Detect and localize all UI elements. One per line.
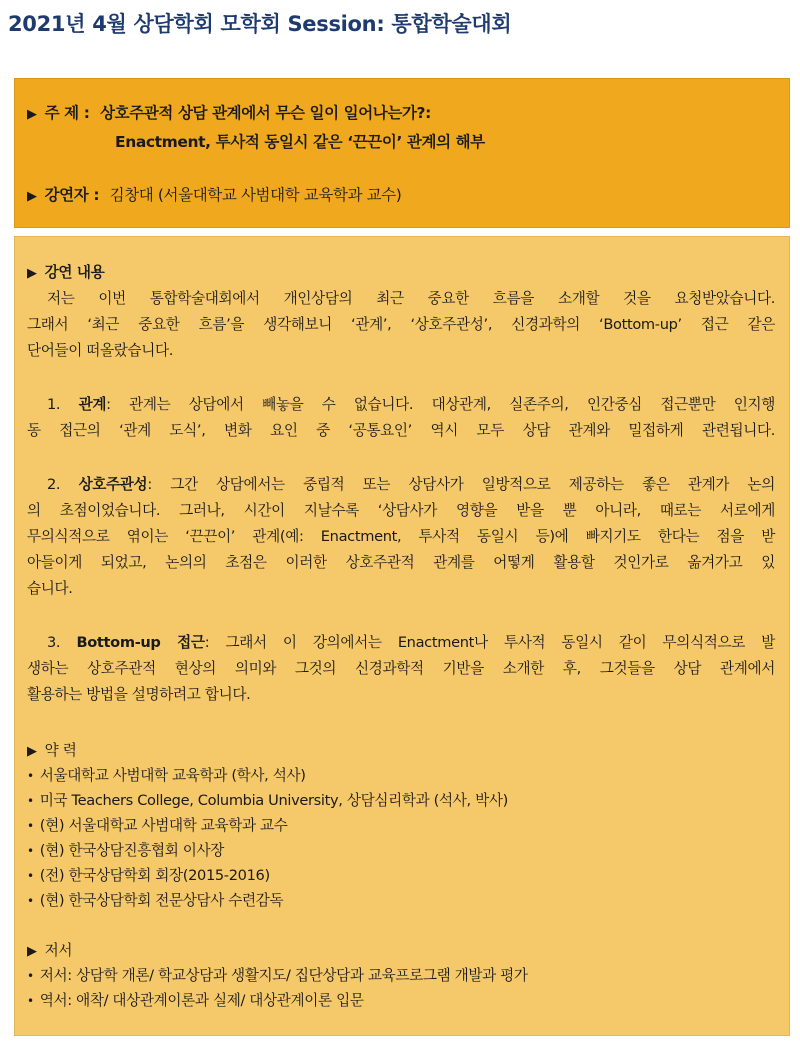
triangle-right-icon: ▶ bbox=[27, 107, 37, 122]
speaker-name: 김창대 (서울대학교 사범대학 교육학과 교수) bbox=[109, 186, 402, 204]
career-item: • (현) 한국상담진흥협회 이사장 bbox=[27, 842, 224, 859]
books-heading: 저서 bbox=[44, 942, 73, 959]
bullet-icon: • bbox=[27, 819, 34, 833]
topic-line-1: 상호주관적 상담 관계에서 무슨 일이 일어나는가?: bbox=[100, 104, 431, 122]
book-item: • 역서: 애착/ 대상관계이론과 실제/ 대상관계이론 입문 bbox=[27, 992, 364, 1009]
bullet-icon: • bbox=[27, 894, 34, 908]
career-item: • 미국 Teachers College, Columbia University, 상담심리학과 (석사, 박사) bbox=[27, 792, 508, 809]
intro-line: 저는 이번 통합학술대회에서 개인상담의 최근 중요한 흐름을 소개할 것을 요청받았습니다. bbox=[47, 290, 775, 307]
lecture-heading-row bbox=[27, 261, 104, 282]
career-item: • (현) 서울대학교 사범대학 교육학과 교수 bbox=[27, 817, 288, 834]
content-box bbox=[14, 236, 790, 1036]
bullet-icon: • bbox=[27, 844, 34, 858]
item-term: Bottom-up 접근 bbox=[76, 634, 205, 651]
item-text: 습니다. bbox=[27, 580, 73, 597]
item-text: 생하는 상호주관적 현상의 의미와 그것의 신경과학적 기반을 소개한 후, 그것들을 상담 관계에서 bbox=[27, 660, 775, 677]
intro-line: 단어들이 떠올랐습니다. bbox=[27, 342, 174, 359]
item-text: 동 접근의 ‘관계 도식’, 변화 요인 중 ‘공통요인’ 역시 모두 상담 관계와 밀접하게 관련됩니다. bbox=[27, 422, 775, 439]
list-item bbox=[27, 473, 775, 494]
bullet-icon: • bbox=[27, 794, 34, 808]
item-term: 관계 bbox=[78, 396, 107, 413]
intro-line: 그래서 ‘최근 중요한 흐름’을 생각해보니 ‘관계’, ‘상호주관성’, 신경과학의 ‘Bottom-up’ 접근 같은 bbox=[27, 316, 775, 333]
list-item bbox=[27, 631, 775, 652]
topic-row bbox=[27, 101, 431, 123]
books-heading-row bbox=[27, 939, 72, 960]
header-box bbox=[14, 78, 790, 228]
item-number: 3. bbox=[47, 634, 61, 651]
bullet-icon: • bbox=[27, 994, 34, 1008]
career-heading: 약 력 bbox=[44, 742, 77, 759]
topic-line-2-row bbox=[115, 130, 485, 152]
list-item bbox=[27, 393, 775, 414]
speaker-row bbox=[27, 183, 401, 205]
book-item: • 저서: 상담학 개론/ 학교상담과 생활지도/ 집단상담과 교육프로그램 개발과 평가 bbox=[27, 967, 528, 984]
item-text: : 그래서 이 강의에서는 Enactment나 투사적 동일시 같이 무의식적으로 발 bbox=[204, 634, 775, 651]
triangle-right-icon: ▶ bbox=[27, 744, 37, 759]
item-text: 의 초점이었습니다. 그러나, 시간이 지날수록 ‘상담사가 영향을 받을 뿐 아니라, 때로는 서로에게 bbox=[27, 502, 775, 519]
speaker-label: 강연자 : bbox=[44, 186, 100, 204]
bullet-icon: • bbox=[27, 769, 34, 783]
career-item: • (현) 한국상담학회 전문상담사 수련감독 bbox=[27, 892, 284, 909]
triangle-right-icon: ▶ bbox=[27, 944, 37, 959]
triangle-right-icon: ▶ bbox=[27, 266, 37, 281]
career-item: • 서울대학교 사범대학 교육학과 (학사, 석사) bbox=[27, 767, 306, 784]
item-number: 1. bbox=[47, 396, 61, 413]
item-number: 2. bbox=[47, 476, 61, 493]
bullet-icon: • bbox=[27, 969, 34, 983]
item-text: : 관계는 상담에서 빼놓을 수 없습니다. 대상관계, 실존주의, 인간중심 접근뿐만 인지행 bbox=[106, 396, 775, 413]
lecture-heading: 강연 내용 bbox=[44, 264, 105, 281]
bullet-icon: • bbox=[27, 869, 34, 883]
career-heading-row bbox=[27, 739, 76, 760]
item-term: 상호주관성 bbox=[78, 476, 148, 493]
career-item: • (전) 한국상담학회 회장(2015-2016) bbox=[27, 867, 270, 884]
topic-label: 주 제 : bbox=[44, 104, 90, 122]
triangle-right-icon: ▶ bbox=[27, 189, 37, 204]
item-text: 아들이게 되었고, 논의의 초점은 이러한 상호주관적 관계를 어떻게 활용할 것인가로 옮겨가고 있 bbox=[27, 554, 775, 571]
item-text: : 그간 상담에서는 중립적 또는 상담사가 일방적으로 제공하는 좋은 관계가 논의 bbox=[147, 476, 775, 493]
topic-line-2: Enactment, 투사적 동일시 같은 ‘끈끈이’ 관계의 해부 bbox=[115, 133, 485, 151]
page-title: 2021년 4월 상담학회 모학회 Session: 통합학술대회 bbox=[8, 12, 512, 36]
item-text: 활용하는 방법을 설명하려고 합니다. bbox=[27, 686, 251, 703]
item-text: 무의식적으로 엮이는 ‘끈끈이’ 관계(예: Enactment, 투사적 동일시 등)에 빠지기도 한다는 점을 받 bbox=[27, 528, 775, 545]
